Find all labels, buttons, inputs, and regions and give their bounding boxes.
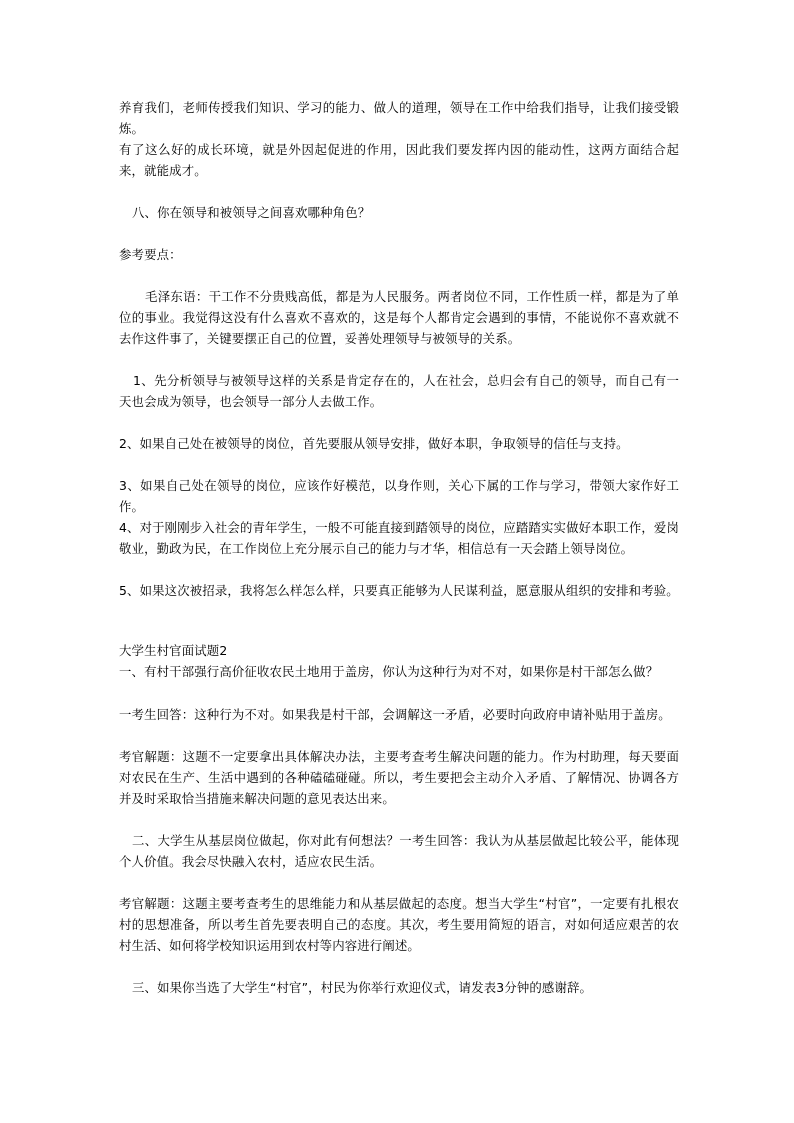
list-item-4: 4、对于刚刚步入社会的青年学生，一般不可能直接到踏领导的岗位，应踏踏实实做好本职工作，爱岗敬业，勤政为民，在工作岗位上充分展示自己的能力与才华，相信总有一天会踏上领导岗位。 <box>119 520 679 556</box>
examiner-analysis-1: 考官解题：这题不一定要拿出具体解决办法，主要考查考生解决问题的能力。作为村助理，每天要面对农民在生产、生活中遇到的各种磕磕碰碰。所以，考生要把会主动介入矛盾、了解情况、协调各方并及时采取恰当措施来解决问题的意见表达出来。 <box>119 749 679 806</box>
examiner-analysis-2: 考官解题：这题主要考查考生的思维能力和从基层做起的态度。想当大学生“村官”，一定要有扎根农村的思想准备，所以考生首先要表明自己的态度。其次，考生要用简短的语言，对如何适应艰苦的农村生活、如何将学校知识运用到农村等内容进行阐述。 <box>119 896 679 953</box>
paragraph-upbringing: 养育我们，老师传授我们知识、学习的能力、做人的道理，领导在工作中给我们指导，让我们接受锻炼。 <box>119 100 679 136</box>
paragraph-mao-quote: 毛泽东语：干工作不分贵贱高低，都是为人民服务。两者岗位不同，工作性质一样，都是为了单位的事业。我觉得这没有什么喜欢不喜欢的，这是每个人都肯定会遇到的事情，不能说你不喜欢就不去作这件事了，关键要摆正自己的位置，妥善处理领导与被领导的关系。 <box>119 289 679 346</box>
paragraph-growth-environment: 有了这么好的成长环境，就是外因起促进的作用，因此我们要发挥内因的能动性，这两方面结合起来，就能成才。 <box>119 142 679 178</box>
list-item-1: 1、先分析领导与被领导这样的关系是肯定存在的，人在社会，总归会有自己的领导，而自己有一天也会成为领导，也会领导一部分人去做工作。 <box>119 373 679 409</box>
question-1: 一、有村干部强行高价征收农民土地用于盖房，你认为这种行为对不对，如果你是村干部怎么做？ <box>119 664 659 679</box>
section-title-interview-2: 大学生村官面试题2 <box>119 643 228 658</box>
question-answer-2: 二、大学生从基层岗位做起，你对此有何想法？一考生回答：我认为从基层做起比较公平，能体现个人价值。我会尽快融入农村，适应农民生活。 <box>119 833 679 869</box>
list-item-5: 5、如果这次被招录，我将怎么样怎么样，只要真正能够为人民谋利益，愿意服从组织的安排和考验。 <box>119 583 679 598</box>
label-reference-points: 参考要点： <box>119 247 182 262</box>
question-3: 三、如果你当选了大学生“村官”，村民为你举行欢迎仪式，请发表3分钟的感谢辞。 <box>132 980 593 995</box>
list-item-2: 2、如果自己处在被领导的岗位，首先要服从领导安排，做好本职，争取领导的信任与支持。 <box>119 436 629 451</box>
list-item-3: 3、如果自己处在领导的岗位，应该作好模范，以身作则，关心下属的工作与学习，带领大家作好工作。 <box>119 478 679 514</box>
answer-1: 一考生回答：这种行为不对。如果我是村干部，会调解这一矛盾，必要时向政府申请补贴用于盖房。 <box>119 707 671 722</box>
heading-question-8: 八、你在领导和被领导之间喜欢哪种角色？ <box>132 205 371 220</box>
